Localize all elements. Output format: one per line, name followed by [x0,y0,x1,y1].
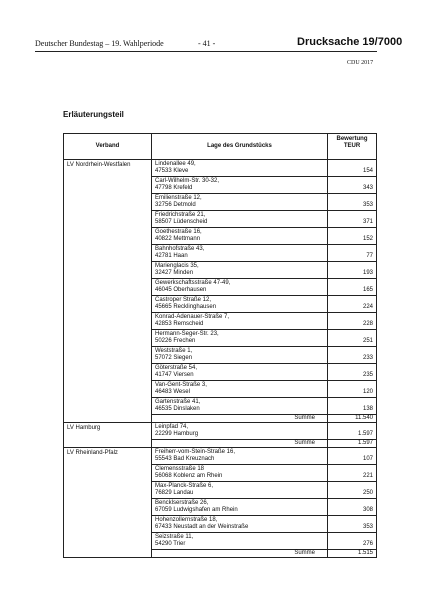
table-row [152,364,376,381]
sum-label: Summe [152,415,328,422]
verband-cell: LV Nordrhein-Westfalen [64,160,152,422]
address-street: Bahnhofstraße 43, [155,246,205,252]
address-street: Max-Planck-Straße 6, [155,483,214,489]
column-header-verband: Verband [64,134,152,159]
address-cell [152,364,328,380]
address-cell [152,160,328,176]
valuation-cell: 343 [362,185,373,191]
address-street: Leinpfad 74, [155,424,189,430]
address-street: Castroper Straße 12, [155,297,212,303]
table-row [152,398,376,415]
table-row [152,160,376,177]
address-street: Bencklserstraße 26, [155,500,209,506]
address-cell [152,448,328,464]
address-street: Hohenzollernstraße 18, [155,517,218,523]
table-row [152,533,376,550]
table-row [152,262,376,279]
valuation-cell: 233 [362,355,373,361]
address-city: 55543 Bad Kreuznach [155,456,215,462]
document-number: Drucksache 19/7000 [297,36,403,48]
page-number: - 41 - [198,39,216,48]
valuation-cell: 152 [362,236,373,242]
sum-value: 11.540 [355,415,373,421]
sum-row [152,415,376,422]
address-street: Goethestraße 16, [155,229,202,235]
table-header-row [64,134,376,160]
address-cell [152,313,328,329]
address-city: 41747 Viersen [155,372,194,378]
valuation-cell: 221 [362,473,373,479]
valuation-cell: 353 [362,202,373,208]
valuation-cell: 165 [362,287,373,293]
property-table [63,133,377,558]
address-cell [152,296,328,312]
sum-label: Summe [152,440,328,447]
address-city: 76829 Landau [155,490,194,496]
table-row [152,516,376,533]
address-city: 54290 Trier [155,541,186,547]
table-row [152,313,376,330]
address-street: Seizstraße 11, [155,534,194,540]
table-row [152,279,376,296]
valuation-cell: 77 [366,253,373,259]
address-street: Göterstraße 54, [155,365,198,371]
address-city: 67433 Neustadt an der Weinstraße [155,524,249,530]
valuation-cell: 154 [362,168,373,174]
header-left: Deutscher Bundestag – 19. Wahlperiode [35,39,164,48]
address-cell [152,381,328,397]
address-cell [152,228,328,244]
table-row [152,296,376,313]
address-city: 46045 Oberhausen [155,287,207,293]
address-city: 42781 Haan [155,253,188,259]
group-entries [152,423,376,447]
table-row [152,482,376,499]
valuation-cell: 308 [362,507,373,513]
valuation-cell: 138 [362,406,373,412]
address-street: Clemensstraße 18 [155,466,205,472]
table-row [152,347,376,364]
address-street: Gewerkschaftsstraße 47-49, [155,280,231,286]
address-cell [152,347,328,363]
table-row [152,228,376,245]
valuation-cell: 353 [362,524,373,530]
address-cell [152,177,328,193]
valuation-cell: 250 [362,490,373,496]
address-street: Weststraße 1, [155,348,193,354]
address-cell [152,423,328,439]
group-entries [152,160,376,422]
address-street: Marienglacis 35, [155,263,199,269]
table-row [152,330,376,347]
address-city: 67059 Ludwigshafen am Rhein [155,507,238,513]
sum-row [152,440,376,447]
sum-value: 1.515 [357,550,373,556]
address-street: Konrad-Adenauer-Straße 7, [155,314,230,320]
address-city: 22299 Hamburg [155,431,199,437]
address-cell [152,262,328,278]
table-row [152,499,376,516]
valuation-cell: 228 [362,321,373,327]
column-header-bewertung [328,134,376,159]
table-row [152,448,376,465]
sum-label: Summe [152,550,328,557]
address-street: Carl-Wilhelm-Str. 30-32, [155,178,220,184]
table-group-row [64,448,376,557]
address-cell [152,398,328,414]
valuation-cell: 371 [362,219,373,225]
address-city: 58507 Lüdenscheid [155,219,208,225]
address-street: Gartenstraße 41, [155,399,201,405]
table-row [152,245,376,262]
table-group-row [64,160,376,423]
column-header-bewertung-text: Bewertung TEUR [336,136,368,149]
valuation-cell: 276 [362,541,373,547]
valuation-cell: 1.597 [357,431,373,437]
valuation-cell: 107 [362,456,373,462]
table-row [152,465,376,482]
valuation-cell: 193 [362,270,373,276]
address-cell [152,279,328,295]
valuation-cell: 224 [362,304,373,310]
address-city: 47798 Krefeld [155,185,193,191]
address-cell [152,211,328,227]
party-label: CDU 2017 [347,60,374,66]
valuation-cell: 251 [362,338,373,344]
address-cell [152,516,328,532]
section-title: Erläuterungsteil [63,110,124,119]
valuation-cell: 120 [362,389,373,395]
address-city: 42853 Remscheid [155,321,204,327]
address-street: Friedrichstraße 21, [155,212,206,218]
address-cell [152,330,328,346]
address-city: 45665 Recklinghausen [155,304,217,310]
address-city: 46483 Wesel [155,389,190,395]
address-city: 47533 Kleve [155,168,189,174]
valuation-cell: 235 [362,372,373,378]
address-cell [152,482,328,498]
address-street: Lindenallee 49, [155,161,196,167]
table-row [152,211,376,228]
address-cell [152,533,328,549]
header-rule [35,51,377,52]
address-cell [152,499,328,515]
verband-cell: LV Hamburg [64,423,152,447]
table-row [152,177,376,194]
address-street: Emilienstraße 12, [155,195,202,201]
table-group-row [64,423,376,448]
address-city: 56068 Koblenz am Rhein [155,473,223,479]
address-street: Van-Gent-Straße 3, [155,382,207,388]
address-city: 40822 Mettmann [155,236,201,242]
table-row [152,381,376,398]
address-cell [152,194,328,210]
group-entries [152,448,376,557]
address-city: 32756 Detmold [155,202,196,208]
sum-row [152,550,376,557]
table-row [152,423,376,440]
verband-cell: LV Rheinland-Pfalz [64,448,152,557]
address-city: 57072 Siegen [155,355,193,361]
address-cell [152,245,328,261]
table-row [152,194,376,211]
address-cell [152,465,328,481]
address-city: 32427 Minden [155,270,194,276]
address-street: Hermann-Seger-Str. 23, [155,331,219,337]
sum-value: 1.597 [357,440,373,446]
column-header-lage: Lage des Grundstücks [152,134,328,159]
address-city: 46535 Dinslaken [155,406,200,412]
address-city: 50226 Frechen [155,338,196,344]
address-street: Freiherr-vom-Stein-Straße 16, [155,449,236,455]
